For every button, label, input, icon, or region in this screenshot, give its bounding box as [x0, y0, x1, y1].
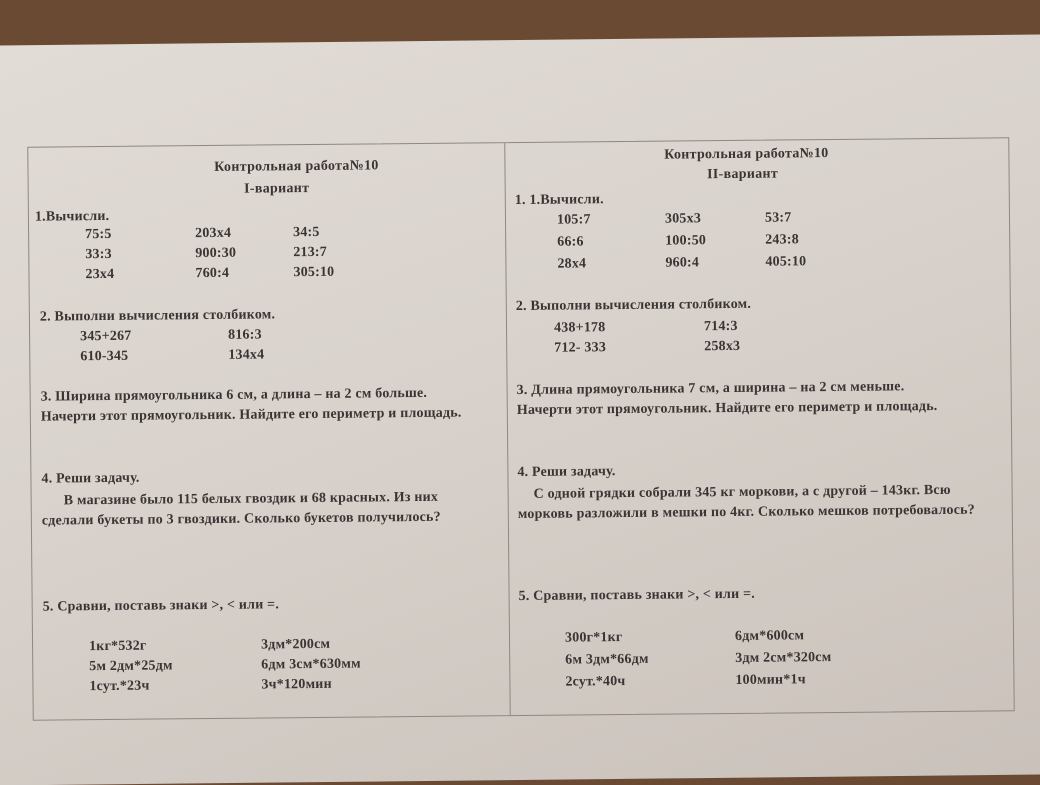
variant-2-column — [504, 138, 1013, 715]
task-1-header: 1.Вычисли. — [34, 208, 110, 225]
task-1-cell: 33:3 — [85, 246, 112, 263]
task-2-cell: 712- 333 — [554, 340, 607, 356]
task-5-cell: 100мин*1ч — [735, 672, 806, 688]
task-2-cell: 134x4 — [228, 347, 265, 363]
variant-2-label: II-вариант — [707, 166, 779, 183]
task-5-cell: 2сут.*40ч — [565, 674, 626, 690]
variant-1-label: I-вариант — [244, 181, 310, 197]
task-1-cell: 23x4 — [85, 266, 115, 283]
task-5-cell: 6дм 3см*630мм — [261, 656, 361, 673]
task-5-header: 5. Сравни, поставь знаки >, < или =. — [518, 586, 755, 605]
task-1-cell: 213:7 — [293, 244, 328, 261]
task-4-text: В магазине было 115 белых гвоздик и 68 красных. Из них сделали букеты по 3 гвоздики. Сколько букетов получилось? — [41, 489, 441, 529]
task-2-cell: 610-345 — [80, 348, 129, 365]
task-1-cell: 75:5 — [85, 226, 112, 243]
task-1-cell: 53:7 — [764, 210, 792, 226]
task-5-cell: 6дм*600см — [734, 628, 805, 644]
task-1-cell: 960:4 — [665, 255, 700, 271]
task-2-header: 2. Выполни вычисления столбиком. — [39, 307, 276, 325]
task-3-text: 3. Ширина прямоугольника 6 см, а длина – на 2 см больше. Начерти этот прямоугольник. Найдите его периметр и площадь. — [40, 385, 462, 425]
task-1-cell: 105:7 — [556, 212, 591, 228]
task-2-cell: 714:3 — [703, 318, 738, 335]
task-1-cell: 66:6 — [557, 234, 584, 250]
task-1-cell: 760:4 — [195, 265, 230, 282]
task-2-cell: 816:3 — [228, 327, 262, 343]
variant-1-column — [28, 143, 510, 720]
task-1-cell: 203x4 — [195, 225, 232, 242]
task-5-cell: 1сут.*23ч — [89, 678, 150, 695]
task-1-header: 1. 1.Вычисли. — [514, 192, 604, 209]
task-1-cell: 28x4 — [557, 256, 587, 272]
task-5-cell: 3дм*200см — [260, 636, 331, 653]
task-3-text: 3. Длина прямоугольника 7 см, а ширина – на 2 см меньше. Начерти этот прямоугольник. Найдите его периметр и площадь. — [516, 379, 938, 419]
task-5-cell: 3ч*120мин — [261, 676, 332, 693]
task-5-cell: 5м 2дм*25дм — [89, 658, 173, 675]
task-2-cell: 258x3 — [704, 338, 741, 355]
task-2-header: 2. Выполни вычисления столбиком. — [515, 296, 752, 315]
test-table — [27, 137, 1014, 720]
variant-1-title: Контрольная работа№10 — [214, 158, 379, 175]
task-4-header: 4. Реши задачу. — [517, 464, 616, 481]
task-5-cell: 300г*1кг — [564, 630, 623, 646]
variant-2-title: Контрольная работа№10 — [664, 146, 829, 163]
task-4-header: 4. Реши задачу. — [41, 470, 140, 487]
task-1-cell: 305:10 — [293, 264, 335, 281]
task-1-cell: 34:5 — [293, 224, 320, 241]
task-5-cell: 6м 3дм*66дм — [565, 651, 649, 668]
task-1-cell: 900:30 — [195, 245, 237, 262]
task-4-text: С одной грядки собрали 345 кг моркови, а с другой – 143кг. Всю морковь разложили в мешки по 4кг. Сколько мешков потребовалось? — [517, 482, 976, 523]
task-1-cell: 243:8 — [765, 232, 799, 248]
task-1-cell: 405:10 — [765, 254, 807, 270]
task-5-cell: 1кг*532г — [88, 638, 147, 655]
task-5-header: 5. Сравни, поставь знаки >, < или =. — [42, 597, 280, 615]
task-1-cell: 305x3 — [664, 211, 702, 227]
task-1-cell: 100:50 — [665, 233, 707, 249]
task-2-cell: 438+178 — [553, 320, 606, 336]
task-5-cell: 3дм 2см*320см — [735, 650, 832, 666]
task-2-cell: 345+267 — [80, 328, 132, 345]
